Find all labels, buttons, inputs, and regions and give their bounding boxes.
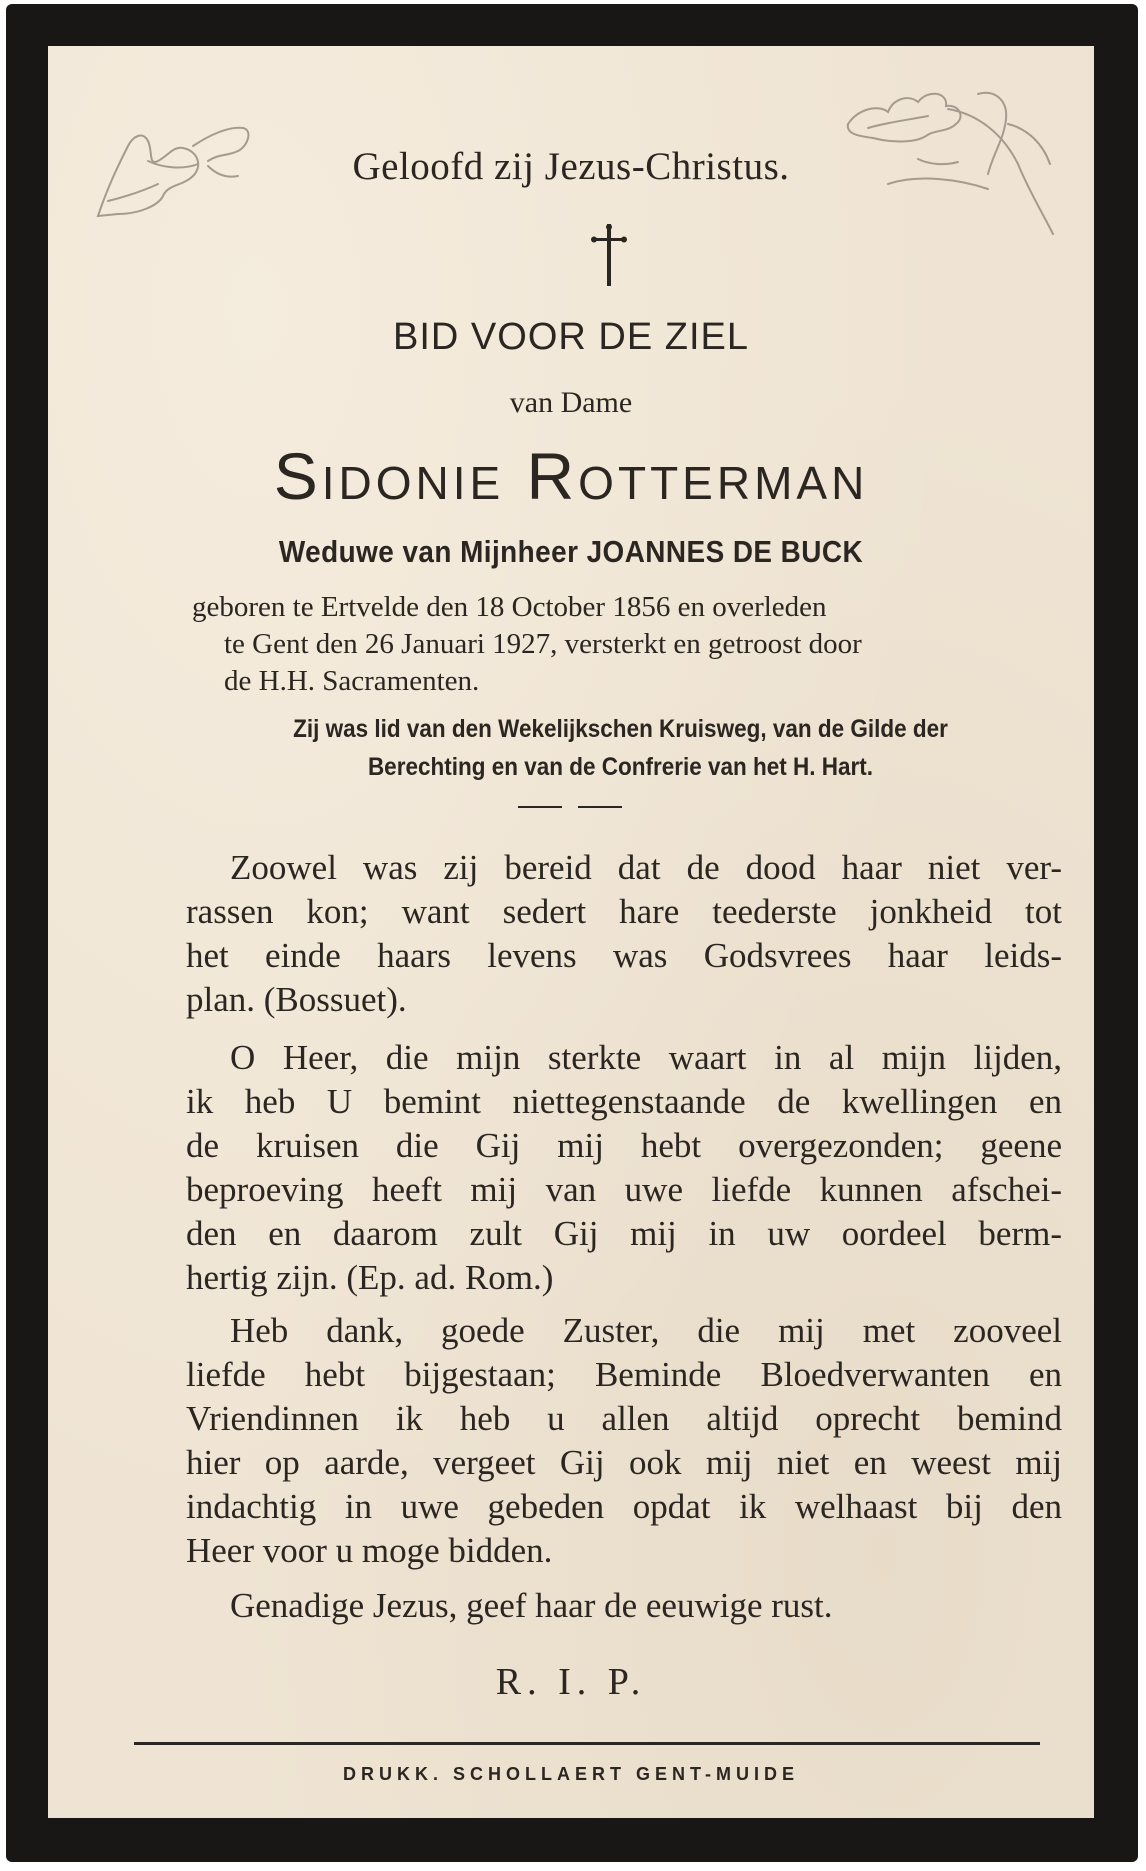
paragraph-2 — [186, 1036, 1062, 1300]
divider — [518, 806, 562, 808]
greeting: Geloofd zij Jezus-Christus. — [352, 145, 790, 188]
paragraph-3 — [186, 1309, 1062, 1573]
text-line: beproeving heeft mij van uwe liefde kunnen afschei- — [186, 1170, 1062, 1209]
text-line: hertig zijn. — [186, 1258, 338, 1297]
paragraph-1 — [186, 846, 1062, 1022]
latin-cross-icon — [591, 224, 627, 286]
membership-line: Zij was lid van den Wekelijkschen Kruisweg, van de Gilde der — [293, 715, 948, 743]
text-line: plan. — [186, 980, 256, 1019]
birth-death-line: te Gent den 26 Januari 1927, versterkt en getroost door — [224, 628, 862, 660]
text-line: hier op aarde, vergeet Gij ook mij niet en weest mij — [186, 1443, 1062, 1482]
text-line: liefde hebt bijgestaan; Beminde Bloedverwanten en — [186, 1355, 1062, 1394]
card-paper — [48, 46, 1094, 1818]
prayer-heading: BID VOOR DE ZIEL — [393, 316, 749, 358]
closing-prayer-block — [186, 1584, 1062, 1628]
text-line: ik heb U bemint niettegenstaande de kwellingen en — [186, 1082, 1062, 1121]
membership-notice — [168, 710, 1073, 786]
text-line: den en daarom zult Gij mij in uw oordeel berm- — [186, 1214, 1062, 1253]
citation: (Ep. ad. Rom.) — [346, 1258, 554, 1297]
divider — [578, 806, 622, 808]
text-line: rassen kon; want sedert hare teederste jonkheid tot — [186, 892, 1062, 931]
text-line: Zoowel was zij bereid dat de dood haar niet ver- — [230, 848, 1062, 887]
rip: R. I. P. — [495, 1661, 647, 1703]
text-line: Vriendinnen ik heb u allen altijd oprecht bemind — [186, 1399, 1062, 1438]
van-dame: van Dame — [509, 386, 633, 419]
closing-prayer: Genadige Jezus, geef haar de eeuwige rust. — [230, 1586, 833, 1625]
text-line: de kruisen die Gij mij hebt overgezonden; geene — [186, 1126, 1062, 1165]
text-line: indachtig in uwe gebeden opdat ik welhaast bij den — [186, 1487, 1062, 1526]
text-line: O Heer, die mijn sterkte waart in al mijn lijden, — [230, 1038, 1062, 1077]
citation: (Bossuet). — [263, 980, 407, 1019]
footer-rule — [134, 1742, 1040, 1745]
membership-line: Berechting en van de Confrerie van het H. Hart. — [367, 753, 874, 781]
text-line: het einde haars levens was Godsvrees haar leids- — [186, 936, 1062, 975]
birth-death-line: geboren te Ertvelde den 18 October 1856 en overleden — [192, 591, 827, 623]
birth-death-line: de H.H. Sacramenten. — [224, 665, 480, 697]
printer-imprint: DRUKK. SCHOLLAERT GENT-MUIDE — [343, 1764, 799, 1784]
deceased-name: Sidonie Rotterman — [273, 439, 869, 513]
text-line-with-citation — [186, 1256, 1062, 1300]
text-line-with-citation — [186, 978, 1062, 1022]
widow-line: Weduwe van Mijnheer JOANNES DE BUCK — [278, 534, 864, 569]
birth-death-notice — [192, 589, 1052, 700]
text-line: Heer voor u moge bidden. — [186, 1531, 553, 1570]
text-line: Heb dank, goede Zuster, die mij met zooveel — [230, 1311, 1062, 1350]
